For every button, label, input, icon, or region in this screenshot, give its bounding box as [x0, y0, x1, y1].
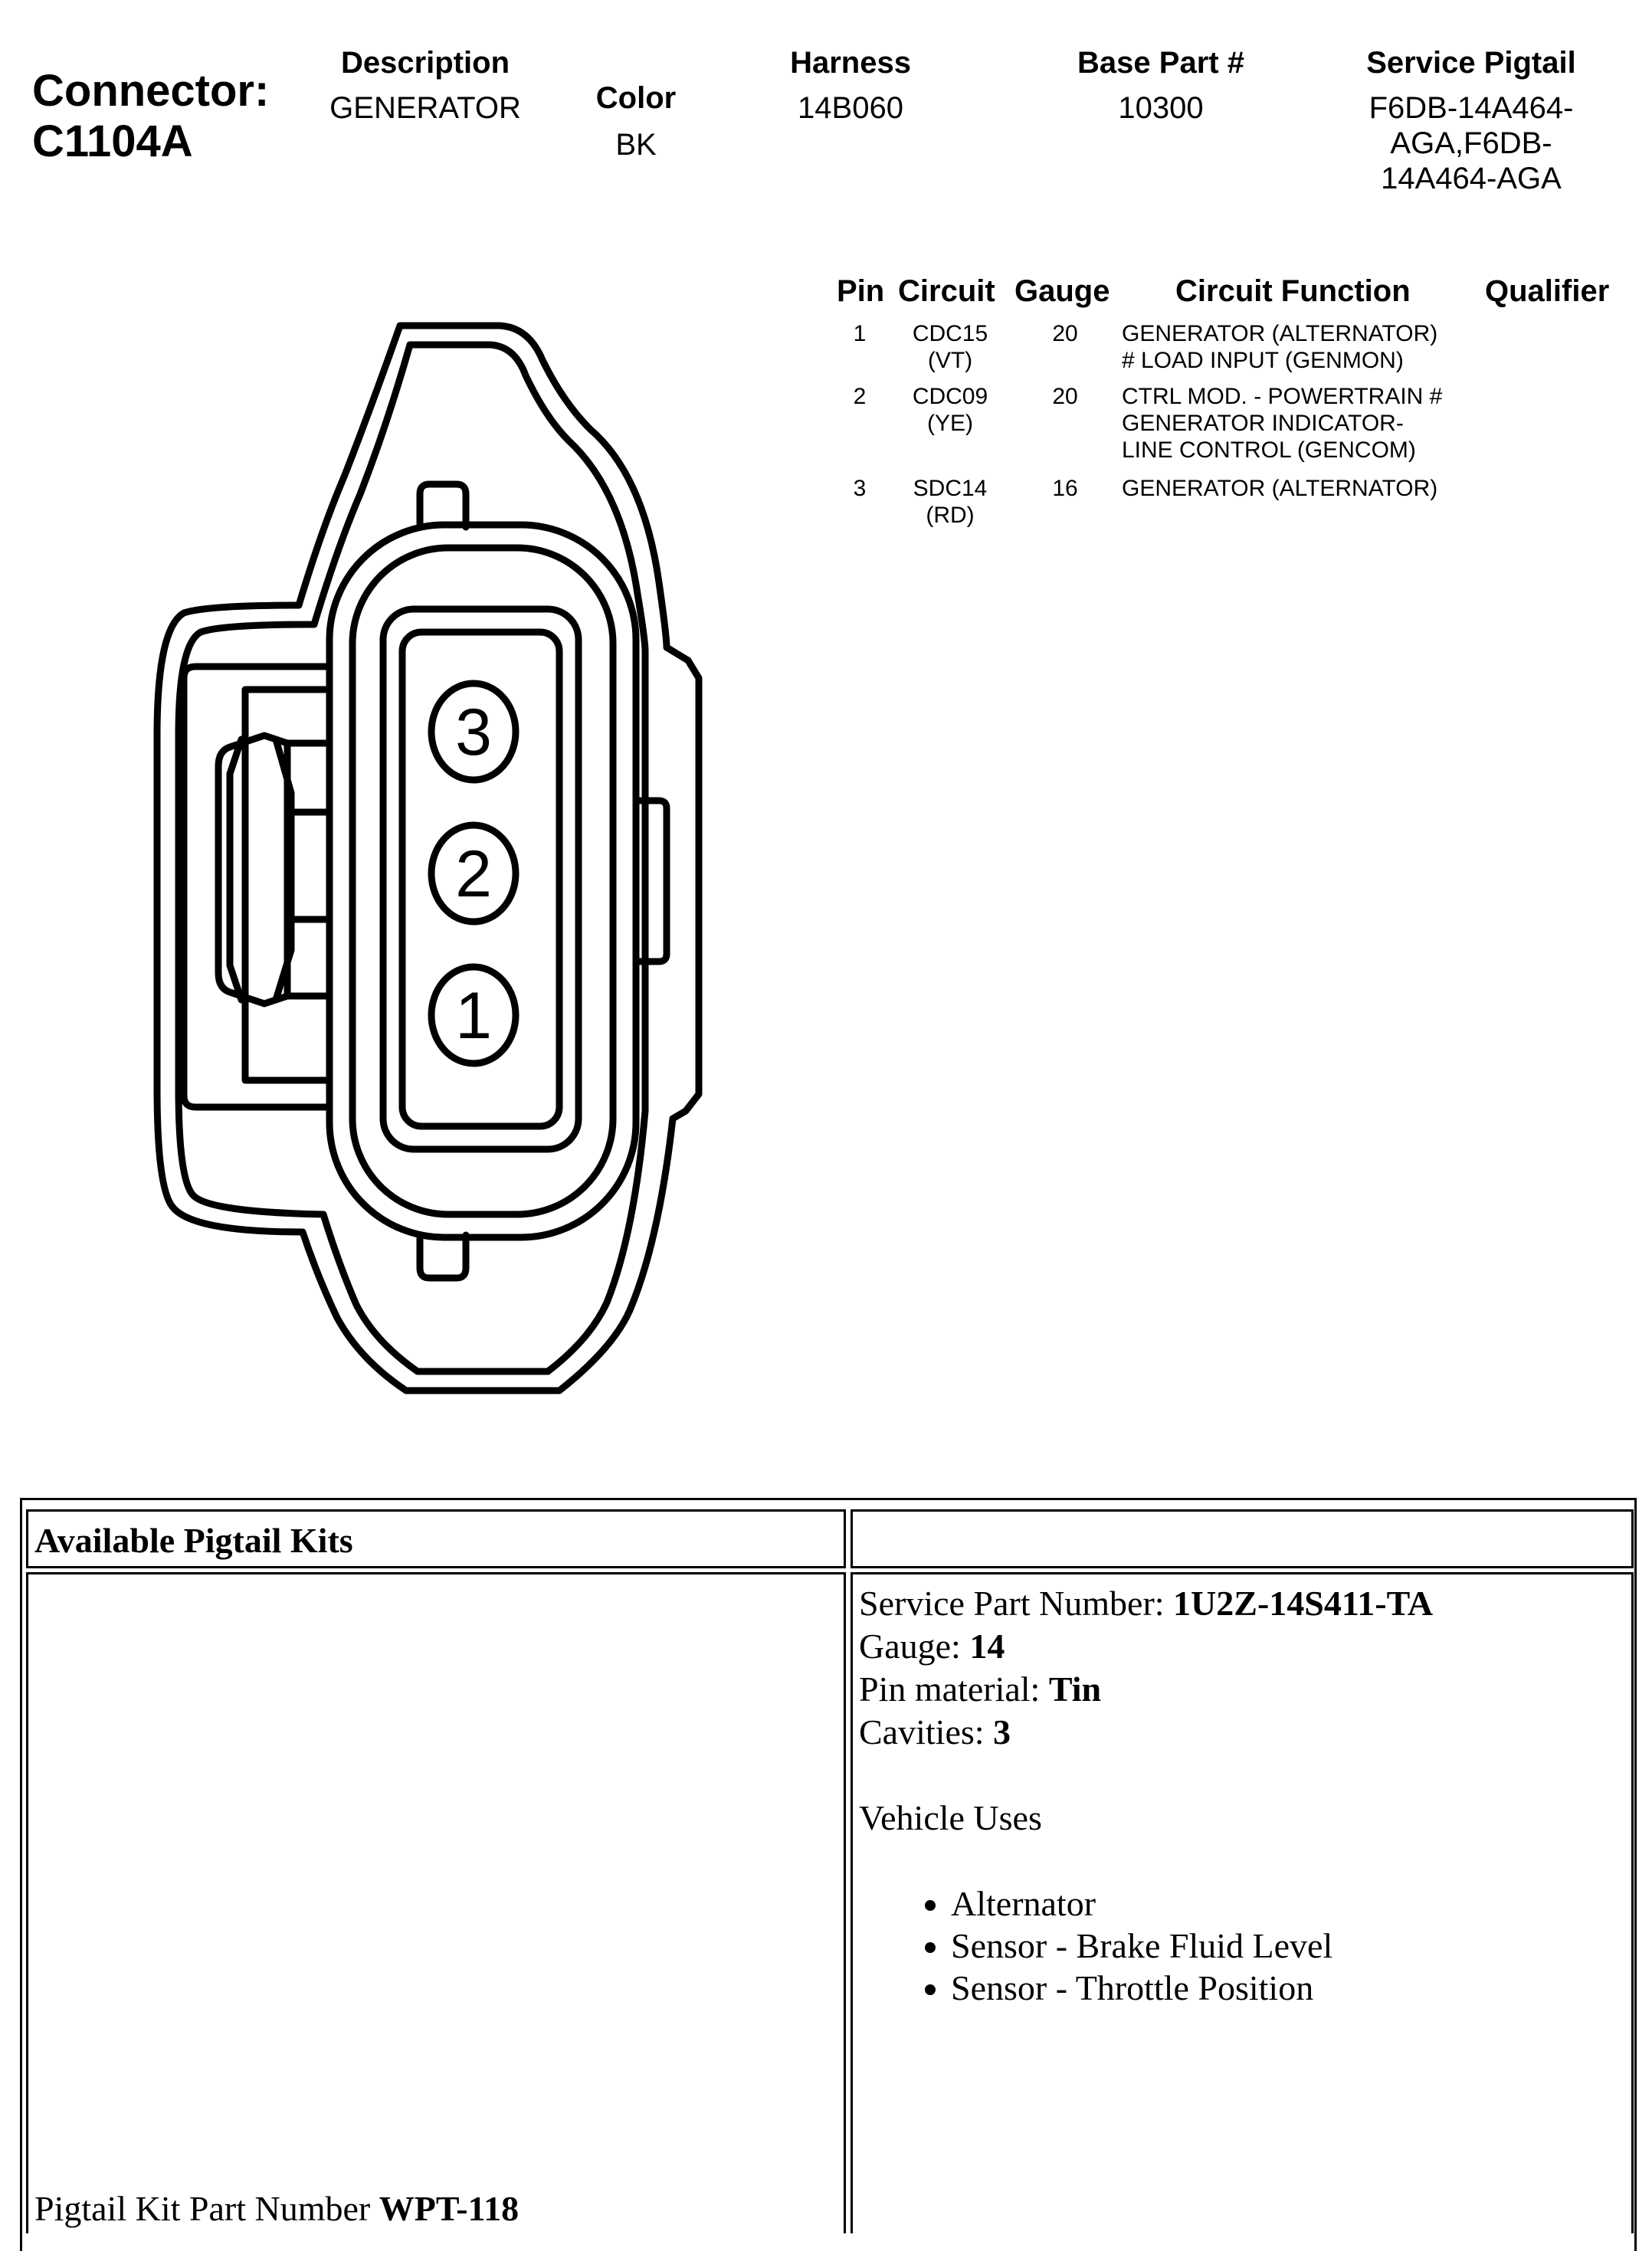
circuit-function-header: Circuit Function: [1175, 274, 1411, 308]
circuit-function: GENERATOR (ALTERNATOR): [1122, 476, 1438, 501]
pigtail-kit-cell: [26, 1572, 846, 2233]
gauge-header: Gauge: [1014, 274, 1110, 308]
description-label: Description: [340, 46, 510, 80]
circuit-id: CDC15 (VT): [912, 321, 988, 373]
harness-value: 14B060: [798, 91, 903, 125]
pin-header: Pin: [837, 274, 885, 308]
circuit-id: CDC09 (YE): [912, 384, 988, 436]
pigtail-title: Available Pigtail Kits: [34, 1521, 353, 1560]
latch-frame: [184, 667, 329, 1107]
right-key: [636, 801, 667, 962]
vehicle-uses-list: [859, 1882, 1433, 2009]
top-key: [420, 484, 466, 527]
pin-number: 1: [853, 321, 867, 346]
connector-title: [32, 66, 269, 167]
connector-id: C1104A: [32, 116, 193, 166]
pin-number: 3: [853, 476, 867, 501]
pigtail-details-cell: [851, 1572, 1634, 2233]
list-item: • Sensor - Brake Fluid Level: [951, 1925, 1433, 1967]
gauge-value: 20: [1052, 321, 1078, 346]
cavities: Cavities: 3: [859, 1712, 1011, 1751]
pin-material: Pin material: Tin: [859, 1669, 1102, 1709]
pigtail-kit-part: Pigtail Kit Part Number WPT-118: [34, 2189, 520, 2228]
gauge-value: 16: [1052, 476, 1078, 501]
pin-label-3: 3: [455, 696, 492, 769]
pigtail-title-cell: [26, 1509, 846, 1568]
pin-label-1: 1: [455, 979, 492, 1053]
circuit-function: GENERATOR (ALTERNATOR) # LOAD INPUT (GENMON): [1122, 321, 1438, 373]
base-part-value: 10300: [1118, 91, 1204, 125]
bottom-key: [420, 1235, 466, 1278]
pin-label-2: 2: [455, 837, 492, 911]
qualifier-header: Qualifier: [1485, 274, 1610, 308]
gauge: Gauge: 14: [859, 1627, 1005, 1666]
color-value: BK: [615, 128, 657, 162]
circuit-header: Circuit: [898, 274, 995, 308]
circuit-id: SDC14 (RD): [913, 476, 988, 528]
pigtail-details: [859, 1582, 1433, 2009]
description-value: GENERATOR: [329, 91, 521, 125]
pin-number: 2: [853, 384, 867, 409]
service-pigtail-value: F6DB-14A464- AGA,F6DB- 14A464-AGA: [1368, 91, 1574, 195]
connector-face-diagram: [115, 306, 728, 1440]
color-label: Color: [595, 81, 677, 115]
vehicle-uses-label: Vehicle Uses: [859, 1798, 1042, 1837]
service-pigtail-label: Service Pigtail: [1366, 46, 1576, 80]
circuit-function: CTRL MOD. - POWERTRAIN # GENERATOR INDICATOR- LINE CONTROL (GENCOM): [1122, 384, 1443, 463]
pigtail-title-right-cell: [851, 1509, 1634, 1568]
service-part-number: Service Part Number: 1U2Z-14S411-TA: [859, 1584, 1434, 1623]
list-item: • Sensor - Throttle Position: [951, 1967, 1433, 2009]
gauge-value: 20: [1052, 384, 1078, 409]
base-part-label: Base Part #: [1077, 46, 1244, 80]
list-item: • Alternator: [951, 1882, 1433, 1925]
harness-label: Harness: [790, 46, 911, 80]
connector-label: Connector:: [32, 66, 270, 116]
